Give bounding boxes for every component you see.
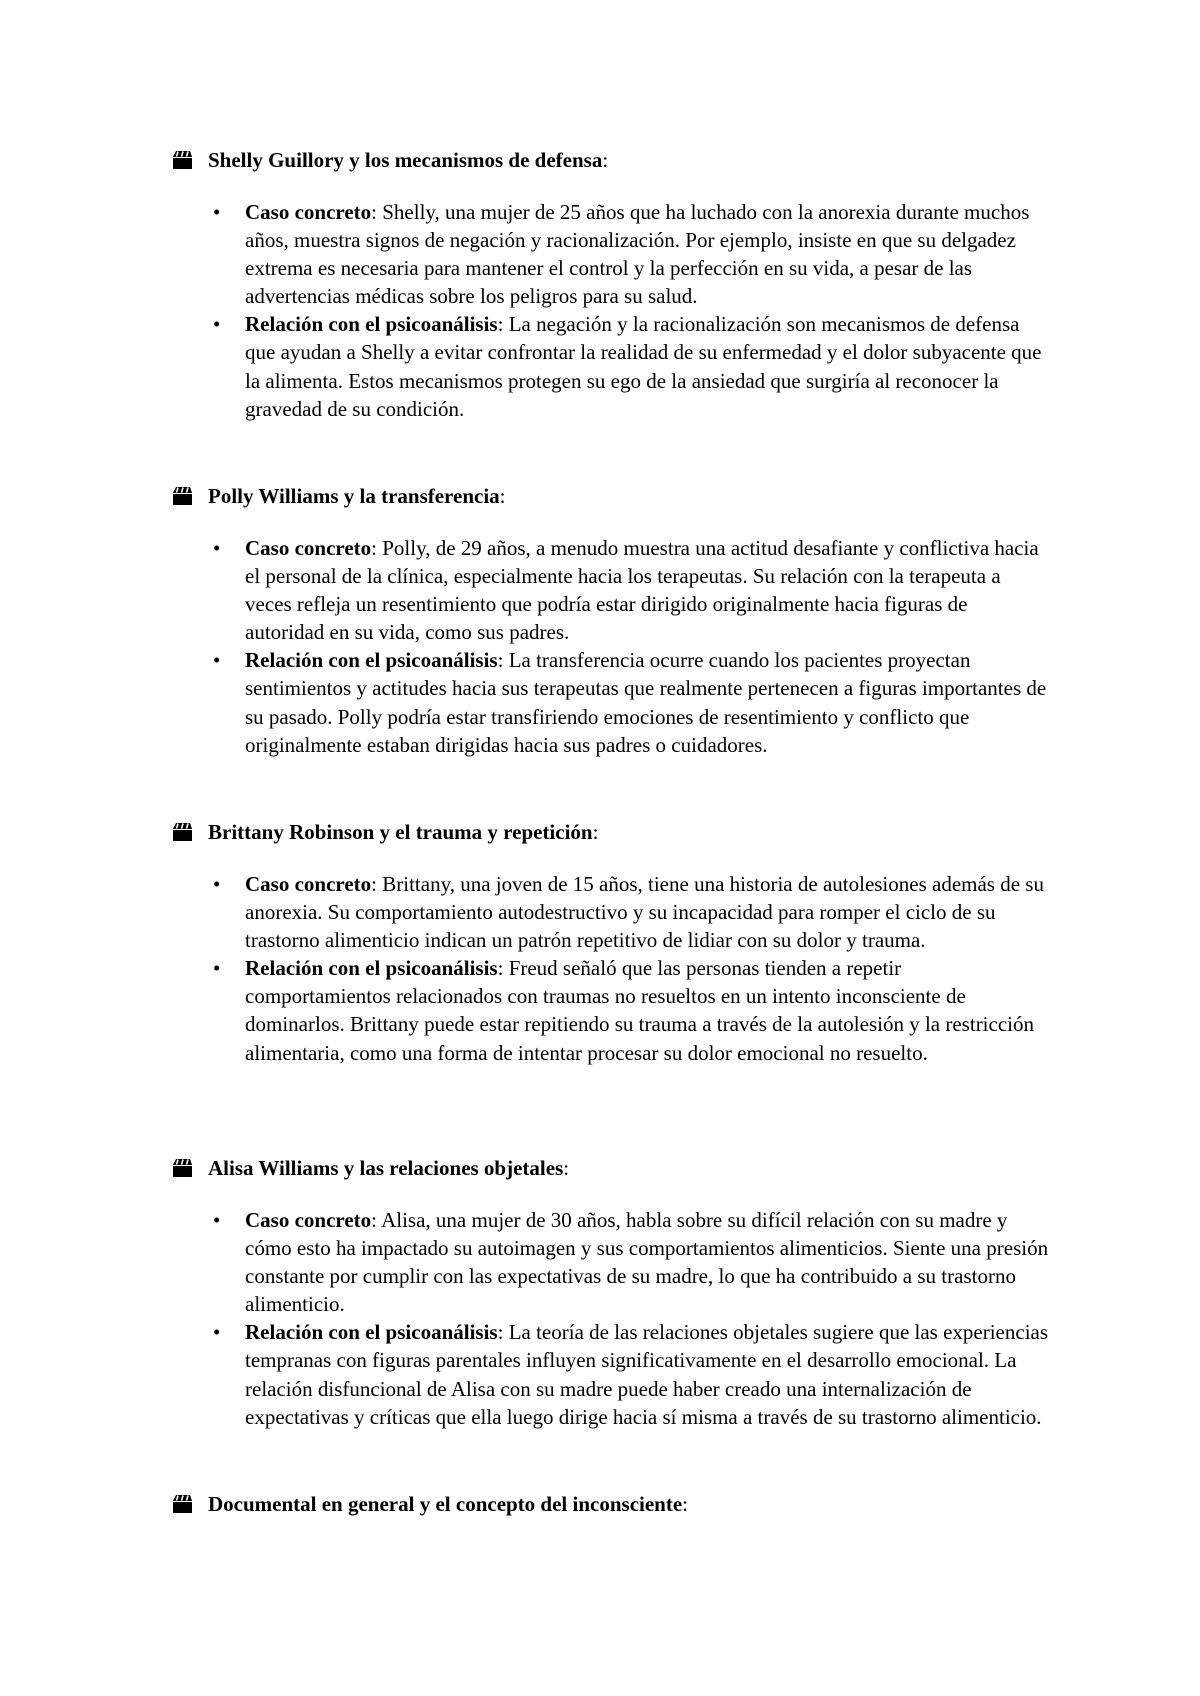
item-label: Relación con el psicoanálisis (245, 648, 498, 673)
list-item (172, 310, 1052, 422)
list-item (172, 646, 1052, 758)
list-item (172, 1318, 1052, 1430)
heading-title: Alisa Williams y las relaciones objetales (208, 1156, 564, 1180)
bullet-list (172, 198, 1052, 423)
clapperboard-icon (172, 485, 194, 505)
section-documental (172, 1490, 1052, 1518)
item-label: Relación con el psicoanálisis (245, 956, 498, 981)
section-shelly (172, 146, 1052, 423)
clapperboard-icon (172, 1493, 194, 1513)
bullet-dot: • (213, 956, 221, 981)
item-text: : La teoría de las relaciones objetales sugiere que las experiencias tempranas con figuras parentales influyen significativamente en el desarrollo emocional. La relación disfuncional de Alisa con su madre puede haber creado una internalización de expectativas y críticas que ella luego dirige hacia sí misma a través de su trastorno alimenticio. (245, 1320, 1049, 1429)
item-label: Relación con el psicoanálisis (245, 1320, 498, 1345)
bullet-dot: • (213, 536, 221, 560)
heading-title: Documental en general y el concepto del inconsciente (208, 1492, 683, 1516)
bullet-list (172, 534, 1052, 759)
section-heading (172, 1154, 1052, 1182)
section-brittany (172, 818, 1052, 1067)
list-item (172, 954, 1052, 1066)
item-label: Caso concreto (245, 200, 372, 224)
section-heading (172, 146, 1052, 174)
item-text: : Shelly, una mujer de 25 años que ha luchado con la anorexia durante muchos años, muestra signos de negación y racionalización. Por ejemplo, insiste en que su delgadez extrema es necesaria para mantener el control y la perfección en su vida, a pesar de las advertencias médicas sobre los peligros para su salud. (245, 200, 1030, 309)
bullet-dot: • (213, 200, 221, 224)
bullet-dot: • (213, 1320, 221, 1345)
item-text: : Freud señaló que las personas tienden a repetir comportamientos relacionados con traumas no resueltos en un intento inconsciente de dominarlos. Brittany puede estar repitiendo su trauma a través de la autolesión y la restricción alimentaria, como una forma de intentar procesar su dolor emocional no resuelto. (245, 956, 1034, 1065)
section-heading (172, 1490, 1052, 1518)
bullet-dot: • (213, 1208, 221, 1232)
heading-colon: : (602, 148, 609, 172)
item-label: Caso concreto (245, 536, 372, 560)
bullet-dot: • (213, 872, 221, 896)
heading-colon: : (499, 484, 506, 508)
bullet-list (172, 870, 1052, 1067)
heading-title: Brittany Robinson y el trauma y repetición (208, 820, 593, 844)
list-item (172, 198, 1052, 310)
heading-colon: : (563, 1156, 570, 1180)
item-text: : Alisa, una mujer de 30 años, habla sobre su difícil relación con su madre y cómo esto ha impactado su autoimagen y sus comportamientos alimenticios. Siente una presión constante por cumplir con las expectativas de su madre, lo que ha contribuido a su trastorno alimenticio. (245, 1208, 1049, 1317)
clapperboard-icon (172, 821, 194, 841)
heading-colon: : (592, 820, 599, 844)
heading-title: Polly Williams y la transferencia (208, 484, 500, 508)
item-label: Caso concreto (245, 872, 372, 896)
item-label: Relación con el psicoanálisis (245, 312, 498, 337)
item-text: : La transferencia ocurre cuando los pacientes proyectan sentimientos y actitudes hacia sus terapeutas que realmente pertenecen a figuras importantes de su pasado. Polly podría estar transfiriendo emociones de resentimiento y conflicto que originalmente estaban dirigidas hacia sus padres o cuidadores. (245, 648, 1047, 757)
heading-colon: : (682, 1492, 689, 1516)
bullet-list (172, 1206, 1052, 1431)
clapperboard-icon (172, 149, 194, 169)
heading-title: Shelly Guillory y los mecanismos de defensa (208, 148, 603, 172)
clapperboard-icon (172, 1157, 194, 1177)
item-label: Caso concreto (245, 1208, 372, 1232)
item-text: : La negación y la racionalización son mecanismos de defensa que ayudan a Shelly a evitar confrontar la realidad de su enfermedad y el dolor subyacente que la alimenta. Estos mecanismos protegen su ego de la ansiedad que surgiría al reconocer la gravedad de su condición. (245, 312, 1042, 421)
bullet-dot: • (213, 312, 221, 337)
section-polly (172, 482, 1052, 759)
bullet-dot: • (213, 648, 221, 673)
section-heading (172, 818, 1052, 846)
list-item (172, 534, 1052, 646)
item-text: : Polly, de 29 años, a menudo muestra una actitud desafiante y conflictiva hacia el personal de la clínica, especialmente hacia los terapeutas. Su relación con la terapeuta a veces refleja un resentimiento que podría estar dirigido originalmente hacia figuras de autoridad en su vida, como sus padres. (245, 536, 1039, 645)
list-item (172, 870, 1052, 954)
item-text: : Brittany, una joven de 15 años, tiene una historia de autolesiones además de su anorexia. Su comportamiento autodestructivo y su incapacidad para romper el ciclo de su trastorno alimenticio indican un patrón repetitivo de lidiar con su dolor y trauma. (245, 872, 1044, 953)
section-alisa (172, 1154, 1052, 1431)
list-item (172, 1206, 1052, 1318)
section-heading (172, 482, 1052, 510)
